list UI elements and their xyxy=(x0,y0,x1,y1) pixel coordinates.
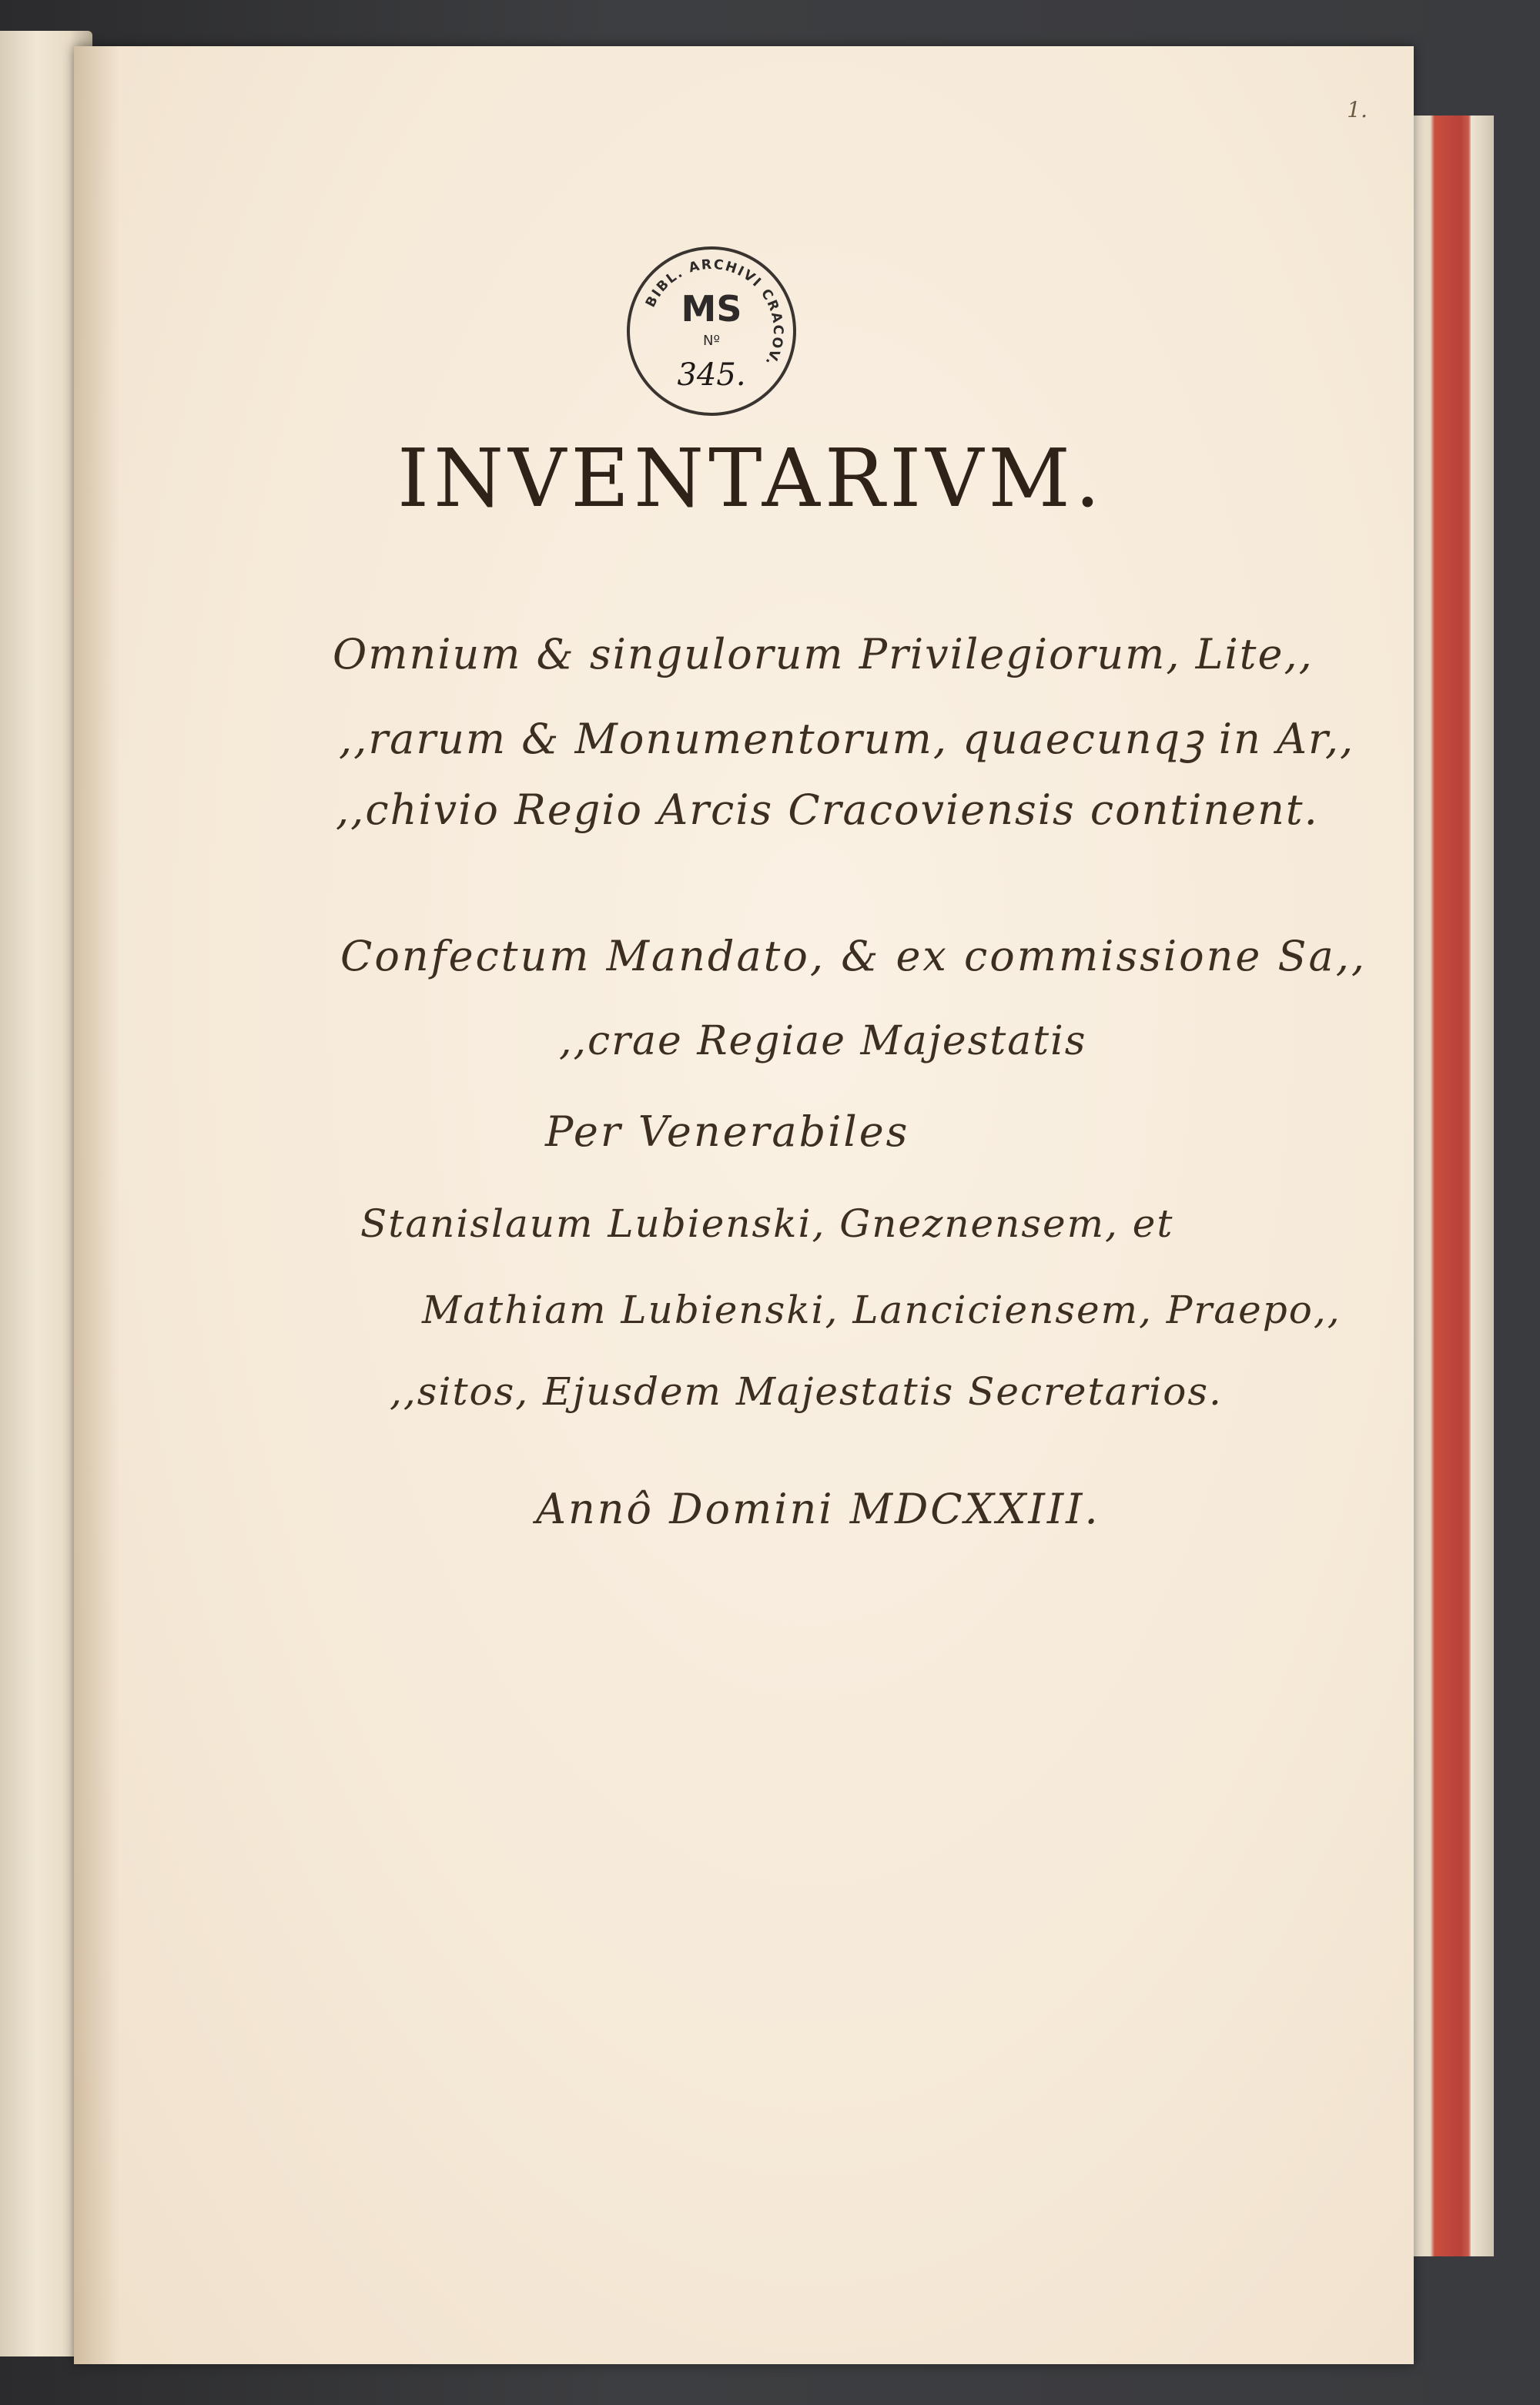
manuscript-page xyxy=(74,46,1414,2364)
library-stamp xyxy=(627,246,796,416)
text-line-9: ,,sitos, Ejusdem Majestatis Secretarios. xyxy=(390,1369,1223,1414)
book-fore-edge xyxy=(1409,116,1494,2256)
text-line-1: Omnium & singulorum Privilegiorum, Lite,, xyxy=(333,630,1314,678)
stamp-ring-label: BIBL. ARCHIVI CRACOV. xyxy=(643,256,786,370)
stamp-nr: Nº xyxy=(703,333,720,349)
text-line-5: ,,crae Regiae Majestatis xyxy=(559,1018,1087,1064)
date-line: Annô Domini MDCXXIII. xyxy=(536,1485,1100,1533)
page-title: INVENTARIVM. xyxy=(397,431,1105,525)
stamp-ms: MS xyxy=(681,288,742,330)
stamp-number: 345. xyxy=(677,357,746,393)
text-line-8: Mathiam Lubienski, Lanciciensem, Praepo,, xyxy=(422,1288,1341,1332)
text-line-4: Confectum Mandato, & ex commissione Sa,, xyxy=(340,932,1368,980)
text-line-3: ,,chivio Regio Arcis Cracoviensis continent. xyxy=(336,785,1319,834)
text-line-6: Per Venerabiles xyxy=(545,1107,910,1156)
text-line-2: ,,rarum & Monumentorum, quaecunqꝫ in Ar,, xyxy=(339,715,1355,763)
folio-number: 1. xyxy=(1347,97,1368,122)
text-line-7: Stanislaum Lubienski, Gneznensem, et xyxy=(360,1201,1174,1246)
